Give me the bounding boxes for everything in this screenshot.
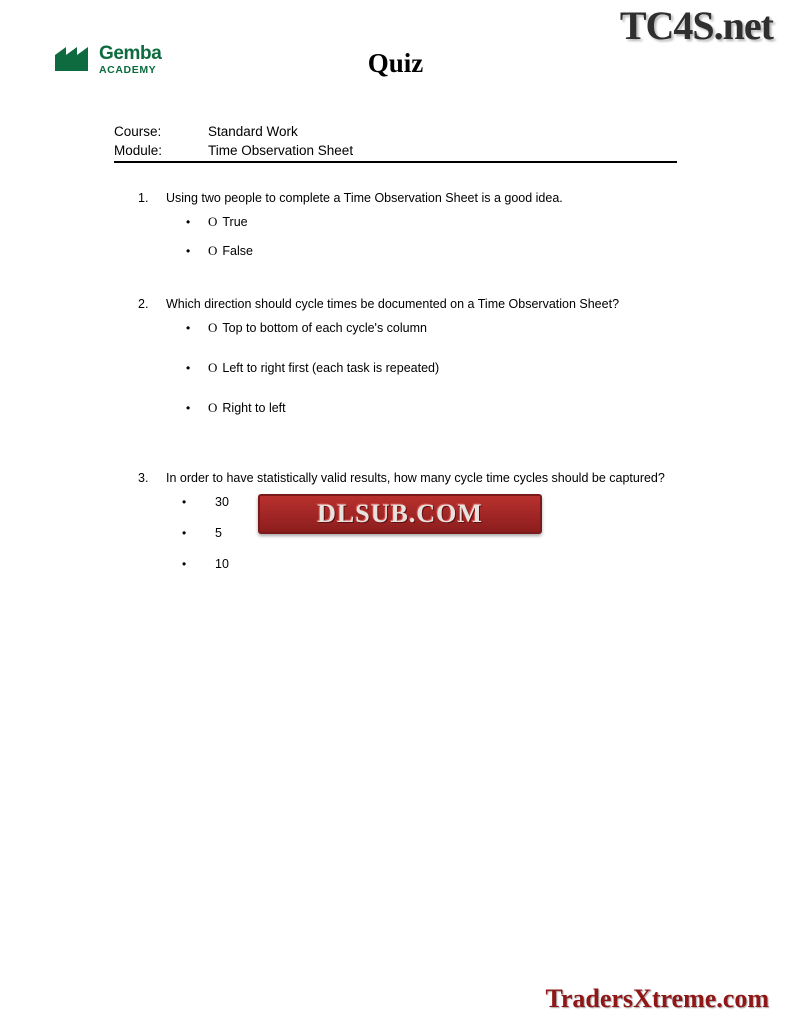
option-label: False xyxy=(222,244,253,258)
bullet-icon: • xyxy=(186,401,191,415)
radio-icon[interactable]: O xyxy=(208,243,218,258)
option-label: True xyxy=(222,215,248,229)
question-line xyxy=(0,190,791,206)
section-spacer xyxy=(0,440,791,470)
question-number: 1. xyxy=(138,191,149,205)
radio-icon[interactable]: O xyxy=(208,320,218,335)
question-number: 2. xyxy=(138,297,149,311)
option-label: Left to right first (each task is repeated) xyxy=(222,361,440,375)
bullet-icon: • xyxy=(182,495,187,509)
page-title: Quiz xyxy=(367,48,424,78)
meta-row-module xyxy=(114,141,677,160)
question-line xyxy=(0,470,791,486)
question-item xyxy=(0,190,791,259)
header-divider xyxy=(114,161,677,163)
module-value: Time Observation Sheet xyxy=(208,143,354,158)
radio-icon[interactable]: O xyxy=(208,214,218,229)
option-row[interactable] xyxy=(0,556,791,572)
option-label: 30 xyxy=(215,495,229,509)
option-list xyxy=(0,320,791,416)
option-label: Top to bottom of each cycle's column xyxy=(222,321,427,335)
option-row[interactable] xyxy=(0,320,791,336)
course-label: Course: xyxy=(114,124,162,139)
question-text: Using two people to complete a Time Observation Sheet is a good idea. xyxy=(166,191,563,205)
logo-name-top: Gemba xyxy=(99,43,162,64)
course-value: Standard Work xyxy=(208,124,298,139)
watermark-top-right: TC4S.net xyxy=(619,3,773,48)
radio-icon[interactable]: O xyxy=(208,360,218,375)
radio-icon[interactable]: O xyxy=(208,400,218,415)
option-row[interactable] xyxy=(0,360,791,376)
logo-name-bottom: ACADEMY xyxy=(99,64,157,76)
bullet-icon: • xyxy=(186,321,191,335)
option-label: 10 xyxy=(215,557,229,571)
question-text: In order to have statistically valid results, how many cycle time cycles should be captured? xyxy=(166,471,665,485)
question-item xyxy=(0,296,791,416)
option-row[interactable] xyxy=(0,214,791,230)
option-label: Right to left xyxy=(222,401,286,415)
bullet-icon: • xyxy=(182,557,187,571)
option-label: 5 xyxy=(215,526,222,540)
bullet-icon: • xyxy=(186,244,191,258)
option-list xyxy=(0,214,791,259)
watermark-bottom-right: TradersXtreme.com xyxy=(545,984,769,1013)
option-row[interactable] xyxy=(0,243,791,259)
document-meta xyxy=(114,122,677,160)
option-row[interactable] xyxy=(0,400,791,416)
watermark-center xyxy=(258,494,542,534)
question-line xyxy=(0,296,791,312)
bullet-icon: • xyxy=(186,361,191,375)
question-text: Which direction should cycle times be documented on a Time Observation Sheet? xyxy=(166,297,620,311)
bullet-icon: • xyxy=(186,215,191,229)
bullet-icon: • xyxy=(182,526,187,540)
watermark-center-text: DLSUB.COM xyxy=(317,499,483,528)
module-label: Module: xyxy=(114,143,163,158)
section-spacer xyxy=(0,272,791,296)
meta-row-course xyxy=(114,122,677,141)
question-number: 3. xyxy=(138,471,149,485)
